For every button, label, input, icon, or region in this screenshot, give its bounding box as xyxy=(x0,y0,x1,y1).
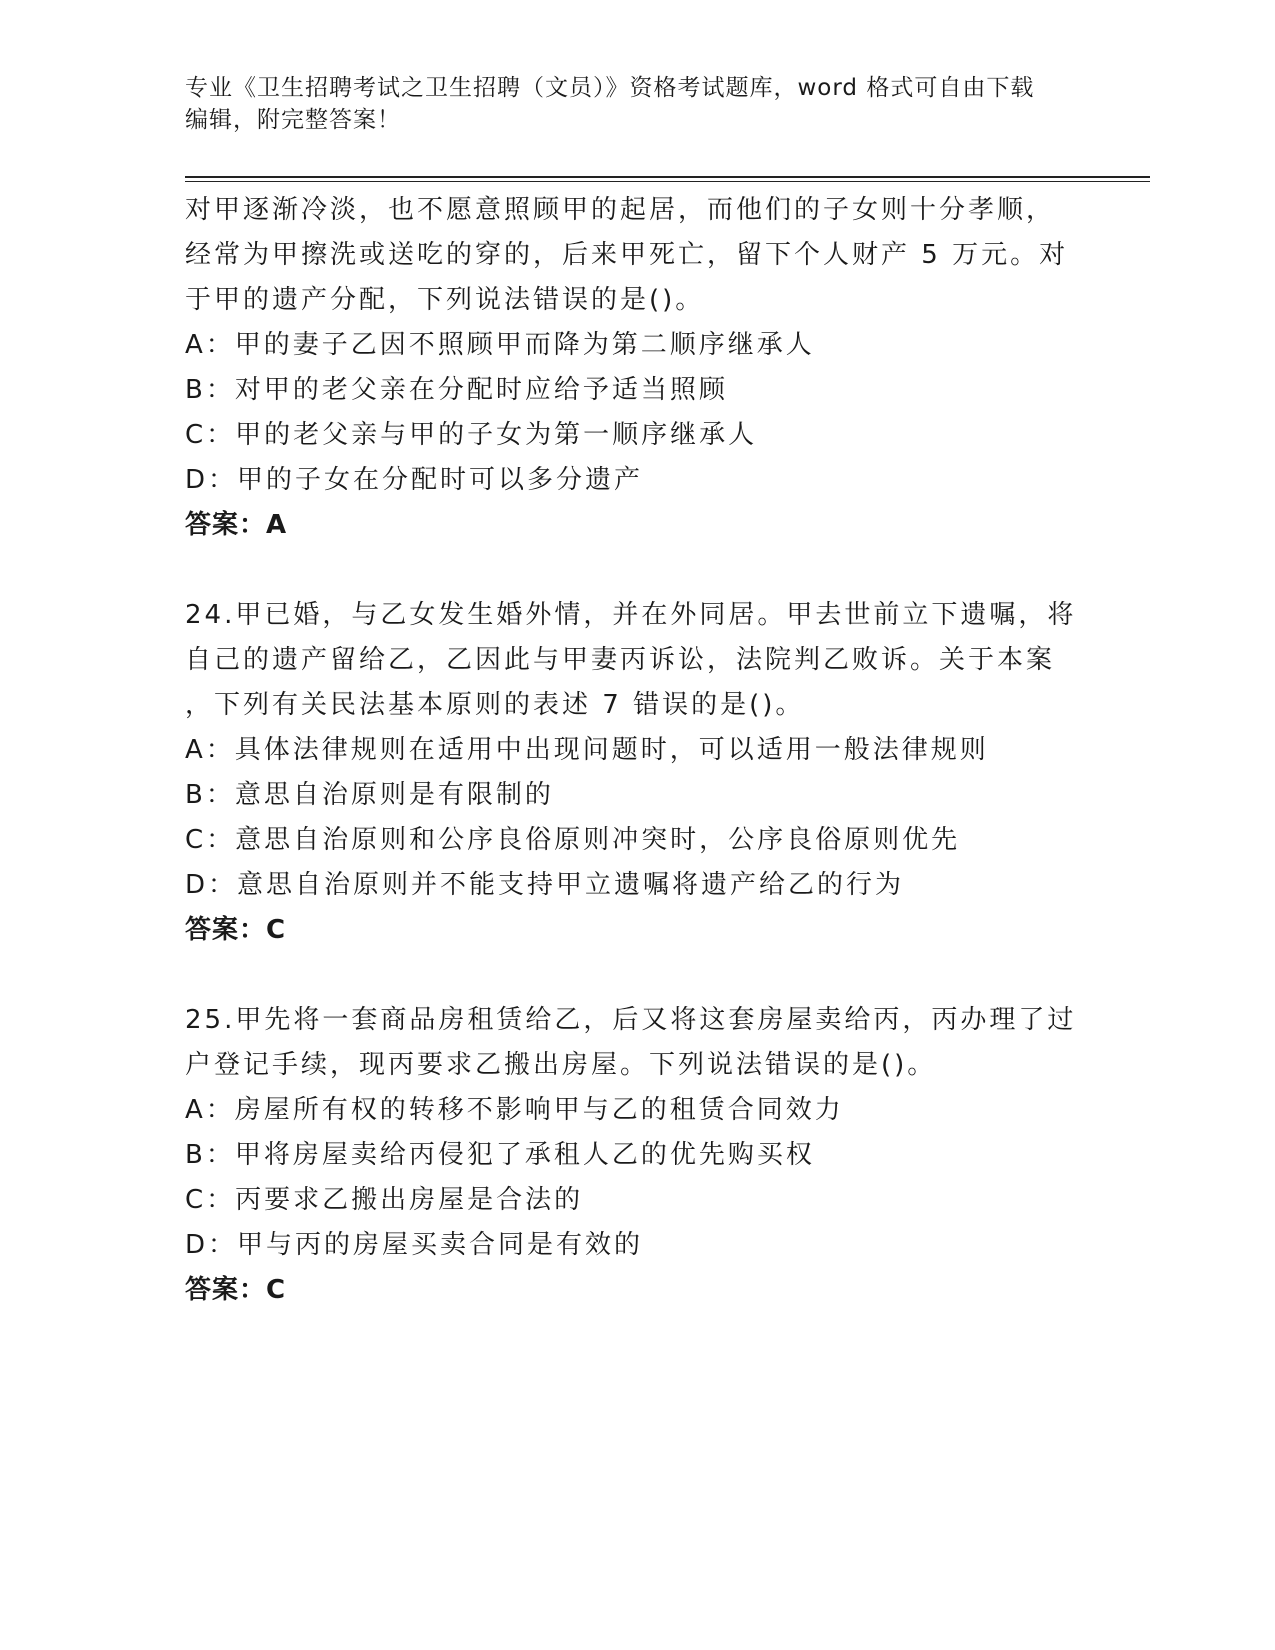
header-line-2: 编辑，附完整答案！ xyxy=(185,107,401,133)
option-c: C：意思自治原则和公序良俗原则冲突时，公序良俗原则优先 xyxy=(185,825,961,855)
header-divider xyxy=(185,176,1150,182)
question-24 xyxy=(185,593,1085,953)
question-stem-line: 25.甲先将一套商品房租赁给乙，后又将这套房屋卖给丙，丙办理了过 xyxy=(185,1005,1077,1035)
option-a: A：甲的妻子乙因不照顾甲而降为第二顺序继承人 xyxy=(185,330,815,360)
question-stem-line: 自己的遗产留给乙，乙因此与甲妻丙诉讼，法院判乙败诉。关于本案 xyxy=(185,645,1056,675)
option-d: D：意思自治原则并不能支持甲立遗嘱将遗产给乙的行为 xyxy=(185,870,905,900)
option-c: C：丙要求乙搬出房屋是合法的 xyxy=(185,1185,584,1215)
question-stem-line: 经常为甲擦洗或送吃的穿的，后来甲死亡，留下个人财产 5 万元。对 xyxy=(185,240,1069,270)
question-25 xyxy=(185,998,1085,1313)
spacer xyxy=(185,953,1085,998)
option-d: D：甲的子女在分配时可以多分遗产 xyxy=(185,465,644,495)
option-d: D：甲与丙的房屋买卖合同是有效的 xyxy=(185,1230,644,1260)
question-stem-line: ，下列有关民法基本原则的表述 7 错误的是()。 xyxy=(185,690,805,720)
question-stem-line: 于甲的遗产分配，下列说法错误的是()。 xyxy=(185,285,705,315)
page-header xyxy=(185,72,1085,136)
question-stem-line: 户登记手续，现丙要求乙搬出房屋。下列说法错误的是()。 xyxy=(185,1050,937,1080)
question-stem-line: 24.甲已婚，与乙女发生婚外情，并在外同居。甲去世前立下遗嘱，将 xyxy=(185,600,1077,630)
option-b: B：对甲的老父亲在分配时应给予适当照顾 xyxy=(185,375,728,405)
option-c: C：甲的老父亲与甲的子女为第一顺序继承人 xyxy=(185,420,758,450)
answer-text: 答案：A xyxy=(185,510,288,540)
answer-text: 答案：C xyxy=(185,1275,287,1305)
question-list xyxy=(185,188,1085,1313)
answer-text: 答案：C xyxy=(185,915,287,945)
option-a: A：房屋所有权的转移不影响甲与乙的租赁合同效力 xyxy=(185,1095,844,1125)
question-23 xyxy=(185,188,1085,548)
option-b: B：意思自治原则是有限制的 xyxy=(185,780,554,810)
header-line-1: 专业《卫生招聘考试之卫生招聘（文员）》资格考试题库，word 格式可自由下载 xyxy=(185,75,1035,101)
question-stem-line: 对甲逐渐冷淡，也不愿意照顾甲的起居，而他们的子女则十分孝顺， xyxy=(185,195,1056,225)
spacer xyxy=(185,548,1085,593)
option-a: A：具体法律规则在适用中出现问题时，可以适用一般法律规则 xyxy=(185,735,989,765)
option-b: B：甲将房屋卖给丙侵犯了承租人乙的优先购买权 xyxy=(185,1140,815,1170)
